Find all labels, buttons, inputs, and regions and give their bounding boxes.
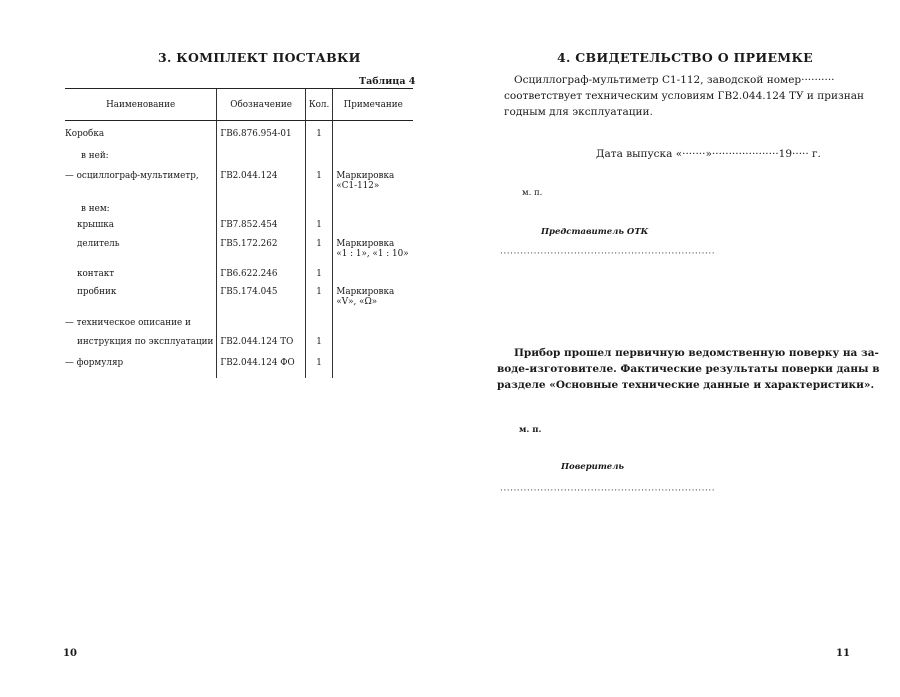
item-name: Коробка [65, 129, 105, 139]
table-row [65, 316, 413, 335]
item-note: Маркировка «1 : 1», «1 : 10» [333, 237, 413, 267]
item-note: Маркировка «С1-112» [333, 169, 413, 202]
header-note: Примечание [333, 89, 413, 121]
right-page [450, 0, 900, 697]
paragraph-line: разделе «Основные технические данные и характеристики». [497, 379, 875, 391]
verifier-label: Поверитель [561, 462, 625, 472]
table-row [65, 237, 413, 267]
paragraph-line: Прибор прошел первичную ведомственную поверку на за- [514, 347, 879, 359]
header-code: Обозначение [217, 89, 305, 121]
header-name: Наименование [65, 89, 217, 121]
item-qty: 1 [305, 267, 333, 285]
item-code: ГВ5.172.262 [217, 237, 305, 267]
item-code: ГВ2.044.124 ТО [217, 335, 305, 356]
otk-signature-line: ································································ [500, 249, 716, 259]
item-name: контакт [77, 268, 115, 279]
section-4-heading: 4. СВИДЕТЕЛЬСТВО О ПРИЕМКЕ [557, 50, 813, 65]
item-name: пробник [77, 286, 117, 297]
verifier-signature-line: ································································ [500, 486, 716, 496]
item-name: — формуляр [65, 357, 124, 368]
item-qty: 1 [305, 285, 333, 316]
acceptance-paragraph [504, 72, 864, 120]
table-row [65, 218, 413, 237]
stamp-place-1: м. п. [522, 188, 543, 198]
table-caption: Таблица 4 [359, 76, 416, 87]
item-name: — осциллограф-мультиметр, [65, 170, 199, 181]
stamp-place-2: м. п. [519, 425, 542, 435]
item-note [333, 121, 413, 149]
verification-paragraph [497, 345, 880, 393]
page-number-right: 11 [836, 648, 850, 659]
table-row [65, 169, 413, 202]
item-qty: 1 [305, 237, 333, 267]
otk-representative-label: Представитель ОТК [541, 227, 649, 237]
paragraph-line: соответствует техническим условиям ГВ2.044.124 ТУ и признан [504, 90, 864, 102]
item-name: инструкция по эксплуатации [77, 336, 214, 347]
table-row [65, 335, 413, 356]
item-code: ГВ2.044.124 [217, 169, 305, 202]
item-qty: 1 [305, 335, 333, 356]
paragraph-line: Осциллограф-мультиметр С1-112, заводской номер·········· [514, 74, 835, 86]
table-row [65, 285, 413, 316]
table-row [65, 267, 413, 285]
supply-table [65, 88, 413, 378]
item-qty: 1 [305, 121, 333, 149]
table-row [65, 202, 413, 218]
item-code: ГВ2.044.124 ФО [217, 356, 305, 378]
item-code: ГВ5.174.045 [217, 285, 305, 316]
item-code: ГВ7.852.454 [217, 218, 305, 237]
item-qty: 1 [305, 218, 333, 237]
item-code: ГВ6.876.954-01 [217, 121, 305, 149]
section-3-heading: 3. КОМПЛЕКТ ПОСТАВКИ [158, 50, 361, 65]
item-name: — техническое описание и [65, 317, 191, 328]
page-number-left: 10 [63, 648, 77, 659]
table-row [65, 121, 413, 149]
item-name: крышка [77, 219, 115, 230]
paragraph-line: воде-изготовителе. Фактические результаты поверки даны в [497, 363, 880, 375]
table-header-row [65, 89, 413, 121]
item-qty: 1 [305, 356, 333, 378]
paragraph-line: годным для эксплуатации. [504, 106, 653, 118]
item-code: ГВ6.622.246 [217, 267, 305, 285]
release-date-line: Дата выпуска «·······»····················19····· г. [596, 148, 821, 160]
item-qty: 1 [305, 169, 333, 202]
item-name: делитель [77, 238, 120, 249]
table-row [65, 356, 413, 378]
item-name: в ней: [81, 150, 109, 161]
header-qty: Кол. [305, 89, 333, 121]
table-row [65, 149, 413, 169]
item-note: Маркировка «V», «Ω» [333, 285, 413, 316]
item-name: в нем: [81, 203, 110, 214]
